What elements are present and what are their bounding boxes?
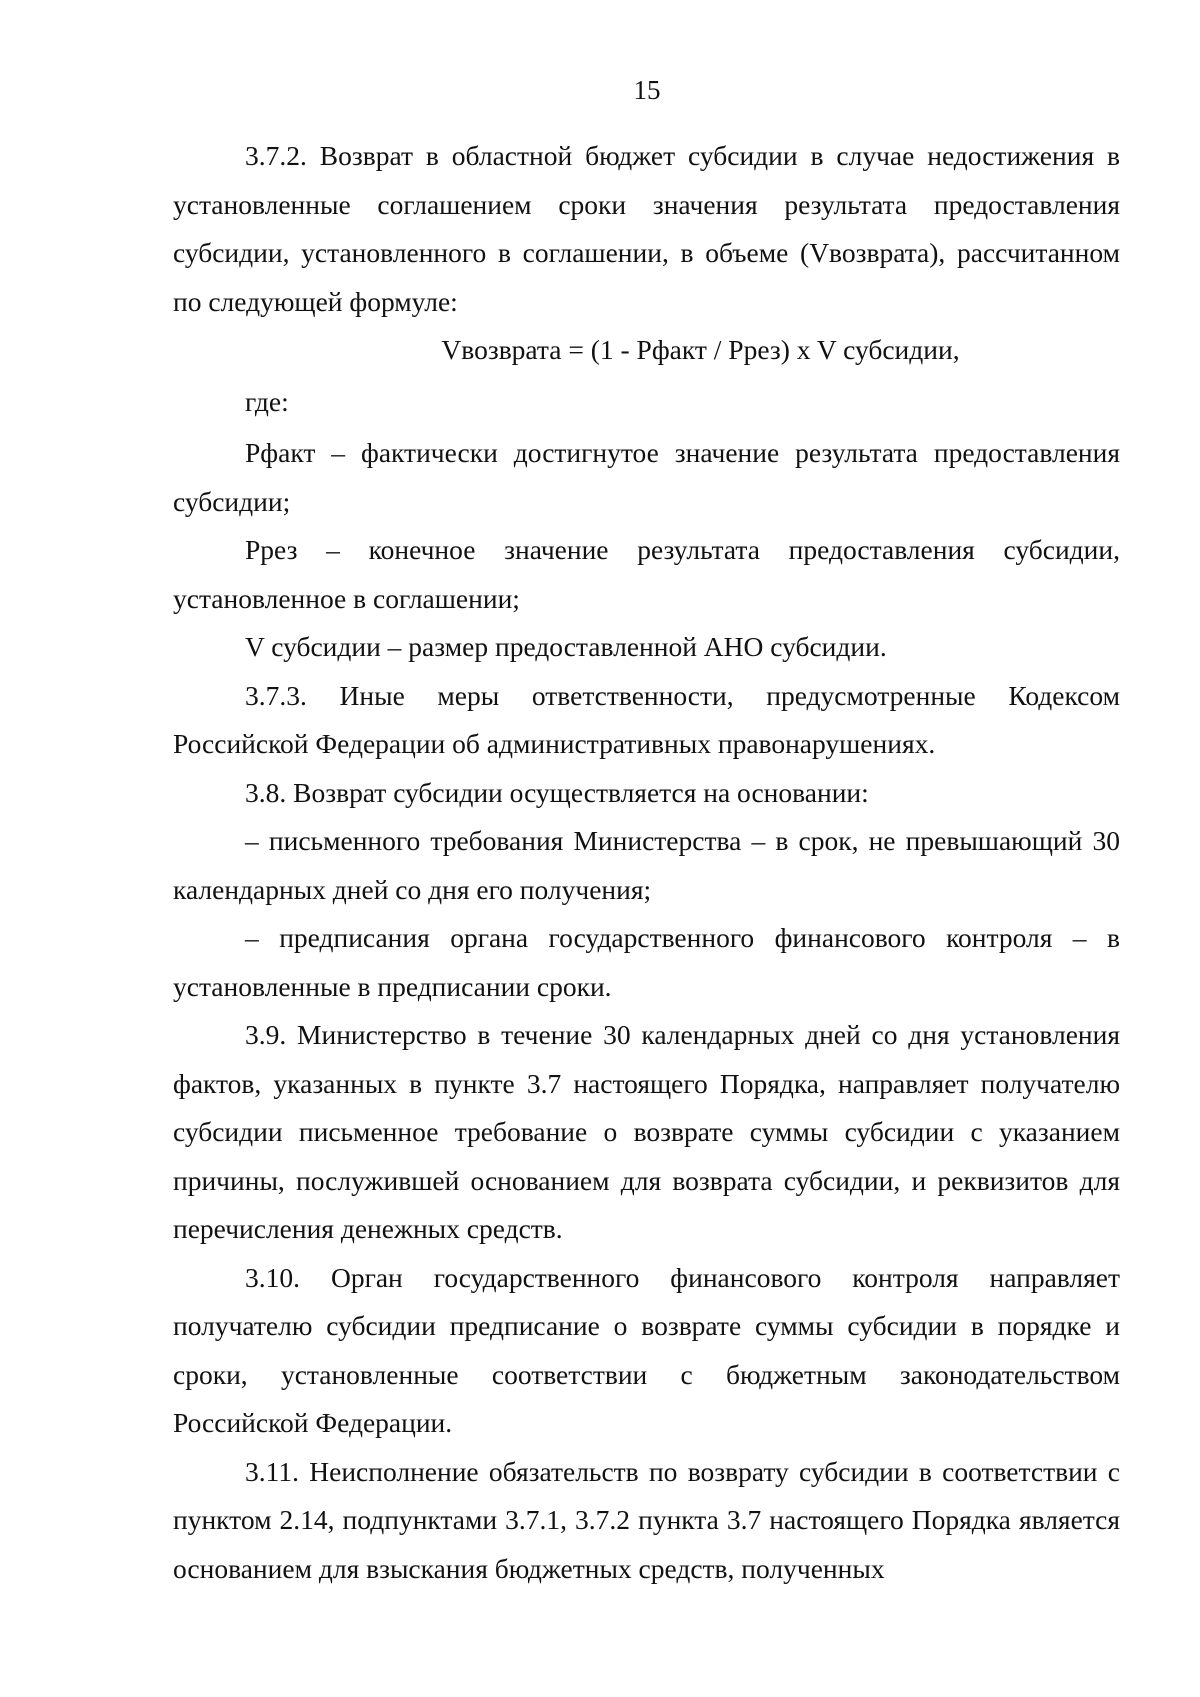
paragraph-3-7-3: 3.7.3. Иные меры ответственности, предусмотренные Кодексом Российской Федерации об административных правонарушениях. [173,679,1120,759]
paragraph-3-10: 3.10. Орган государственного финансового контроля направляет получателю субсидии предписание о возврате суммы субсидии в порядке и сроки, установленные соответствии с бюджетным законодательством Российской Федерации. [173,1261,1120,1438]
definition-vsub: V субсидии – размер предоставленной АНО субсидии. [245,631,887,662]
definition-prez: Pрез – конечное значение результата предоставления субсидии, установленное в соглашении; [173,534,1120,614]
formula: Vвозврата = (1 - Pфакт / Pрез) x V субсидии, [441,334,960,365]
paragraph-3-8: 3.8. Возврат субсидии осуществляется на основании: [245,776,869,808]
paragraph-3-7-2: 3.7.2. Возврат в областной бюджет субсидии в случае недостижения в установленные соглашением сроки значения результата предоставления субсидии, установленного в соглашении, в объеме (Vвозврата), рассчитанном по следующей формуле: [173,140,1120,317]
paragraph-3-9: 3.9. Министерство в течение 30 календарных дней со дня установления фактов, указанных в пункте 3.7 настоящего Порядка, направляет получателю субсидии письменное требование о возврате суммы субсидии с указанием причины, послужившей основанием для возврата субсидии, и реквизитов для перечисления денежных средств. [173,1019,1120,1244]
formula-where-label: где: [245,385,289,417]
paragraph-3-8-item-2: – предписания органа государственного финансового контроля – в установленные в предписании сроки. [173,922,1120,1002]
paragraph-3-8-item-1: – письменного требования Министерства – в срок, не превышающий 30 календарных дней со дня его получения; [173,825,1120,905]
definition-pfact: Pфакт – фактически достигнутое значение результата предоставления субсидии; [173,437,1120,517]
document-body [173,132,1120,1593]
page-number: 15 [633,75,661,105]
paragraph-3-11: 3.11. Неисполнение обязательств по возврату субсидии в соответствии с пунктом 2.14, подпунктами 3.7.1, 3.7.2 пункта 3.7 настоящего Порядка является основанием для взыскания бюджетных средств, полученных [173,1455,1120,1584]
